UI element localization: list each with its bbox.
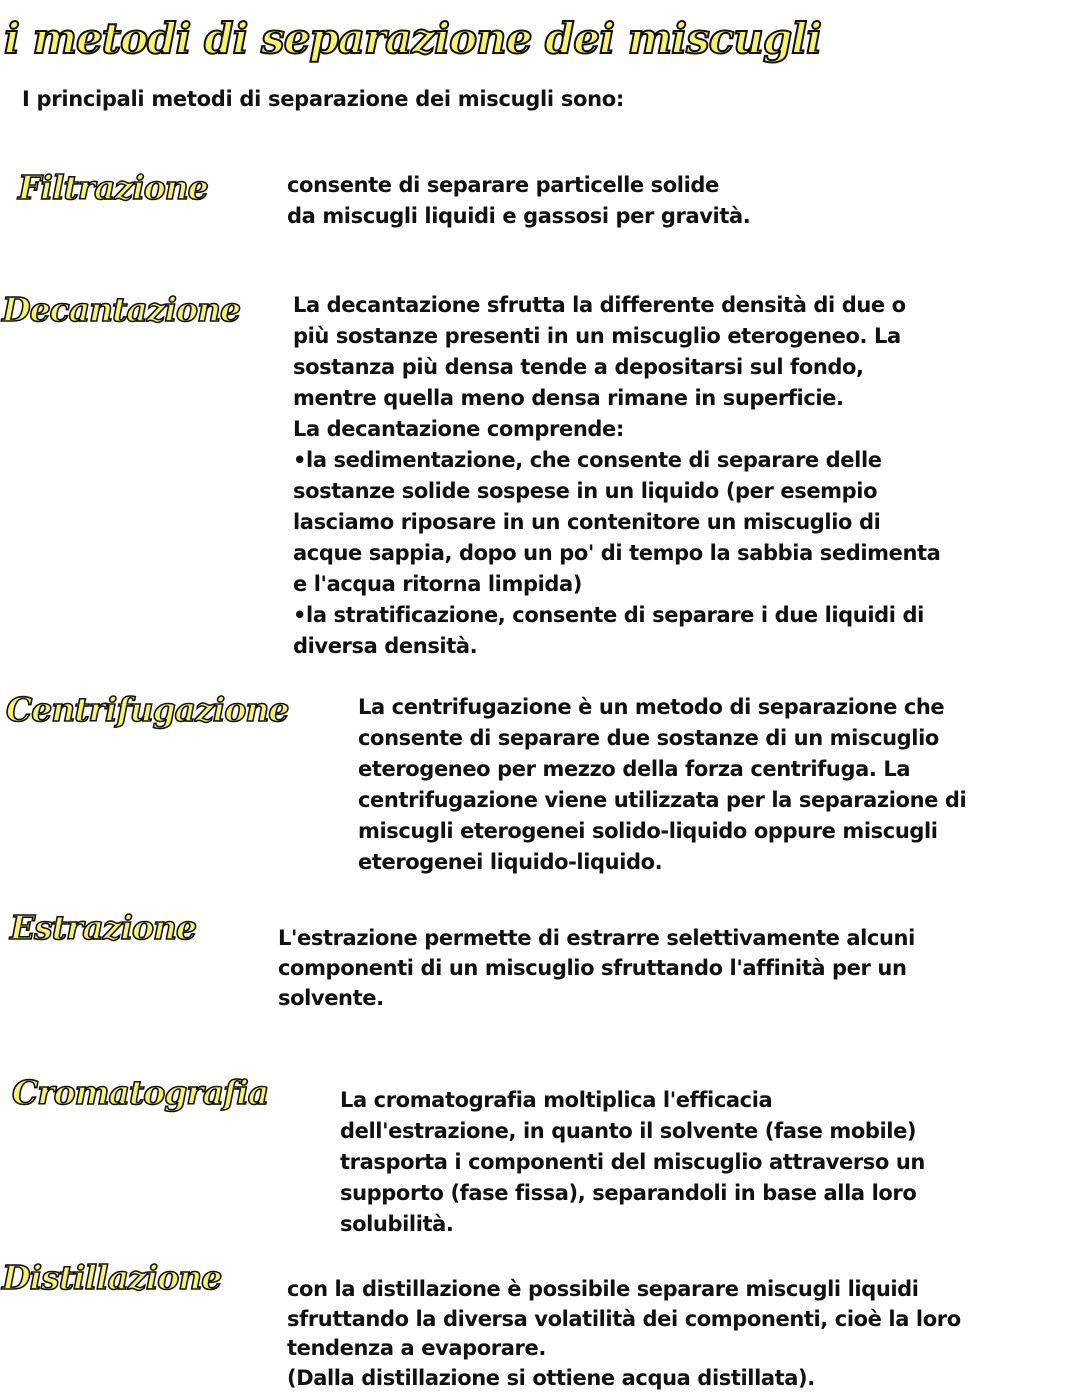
text-line: supporto (fase fissa), separandoli in base alla loro — [340, 1181, 917, 1205]
text-distillazione — [287, 1275, 961, 1393]
text-line: •la sedimentazione, che consente di separare delle — [293, 448, 882, 472]
text-centrifugazione — [358, 692, 966, 878]
text-line: (Dalla distillazione si ottiene acqua distillata). — [287, 1365, 815, 1390]
text-line: tendenza a evaporare. — [287, 1336, 546, 1360]
text-line: sostanza più densa tende a depositarsi sul fondo, — [293, 355, 864, 379]
text-line: da miscugli liquidi e gassosi per gravità. — [287, 204, 751, 228]
text-line: trasporta i componenti del miscuglio attraverso un — [340, 1150, 925, 1174]
heading-filtrazione: Filtrazione — [18, 168, 208, 207]
text-line: più sostanze presenti in un miscuglio eterogeneo. La — [293, 324, 901, 348]
text-estrazione — [278, 923, 915, 1013]
page-title: i metodi di separazione dei miscugli — [4, 14, 822, 63]
heading-estrazione: Estrazione — [10, 908, 197, 947]
text-line: eterogeneo per mezzo della forza centrifuga. La — [358, 757, 911, 781]
text-line: acque sappia, dopo un po' di tempo la sabbia sedimenta — [293, 541, 941, 565]
text-line: sfruttando la diversa volatilità dei componenti, cioè la loro — [287, 1306, 961, 1331]
heading-decantazione: Decantazione — [2, 290, 240, 329]
text-line: miscugli eterogenei solido-liquido oppure miscugli — [358, 819, 938, 843]
text-line: L'estrazione permette di estrarre selettivamente alcuni — [278, 926, 915, 950]
text-line: diversa densità. — [293, 634, 478, 658]
text-line: La centrifugazione è un metodo di separazione che — [358, 695, 945, 719]
text-line: consente di separare particelle solide — [287, 173, 719, 197]
text-filtrazione — [287, 170, 750, 232]
text-line: mentre quella meno densa rimane in superficie. — [293, 386, 844, 410]
text-line: centrifugazione viene utilizzata per la separazione di — [358, 788, 967, 812]
text-line: La cromatografia moltiplica l'efficacia — [340, 1088, 773, 1112]
text-line: •la stratificazione, consente di separare i due liquidi di — [293, 603, 924, 627]
text-line: con la distillazione è possibile separare miscugli liquidi — [287, 1277, 919, 1301]
text-line: solvente. — [278, 986, 384, 1010]
text-line: lasciamo riposare in un contenitore un miscuglio di — [293, 510, 881, 534]
heading-distillazione: Distillazione — [2, 1258, 222, 1297]
text-line: dell'estrazione, in quanto il solvente (fase mobile) — [340, 1119, 917, 1143]
text-line: eterogenei liquido-liquido. — [358, 850, 663, 874]
heading-centrifugazione: Centrifugazione — [6, 690, 289, 729]
text-line: solubilità. — [340, 1212, 454, 1236]
text-decantazione — [293, 290, 940, 662]
text-line: consente di separare due sostanze di un miscuglio — [358, 726, 939, 750]
text-line: componenti di un miscuglio sfruttando l'affinità per un — [278, 956, 907, 980]
text-line: e l'acqua ritorna limpida) — [293, 572, 582, 596]
text-line: La decantazione comprende: — [293, 417, 624, 441]
text-line: La decantazione sfrutta la differente densità di due o — [293, 293, 906, 317]
heading-cromatografia: Cromatografia — [12, 1073, 269, 1112]
text-cromatografia — [340, 1085, 925, 1240]
intro-text: I principali metodi di separazione dei miscugli sono: — [22, 87, 625, 111]
text-line: sostanze solide sospese in un liquido (per esempio — [293, 479, 878, 503]
